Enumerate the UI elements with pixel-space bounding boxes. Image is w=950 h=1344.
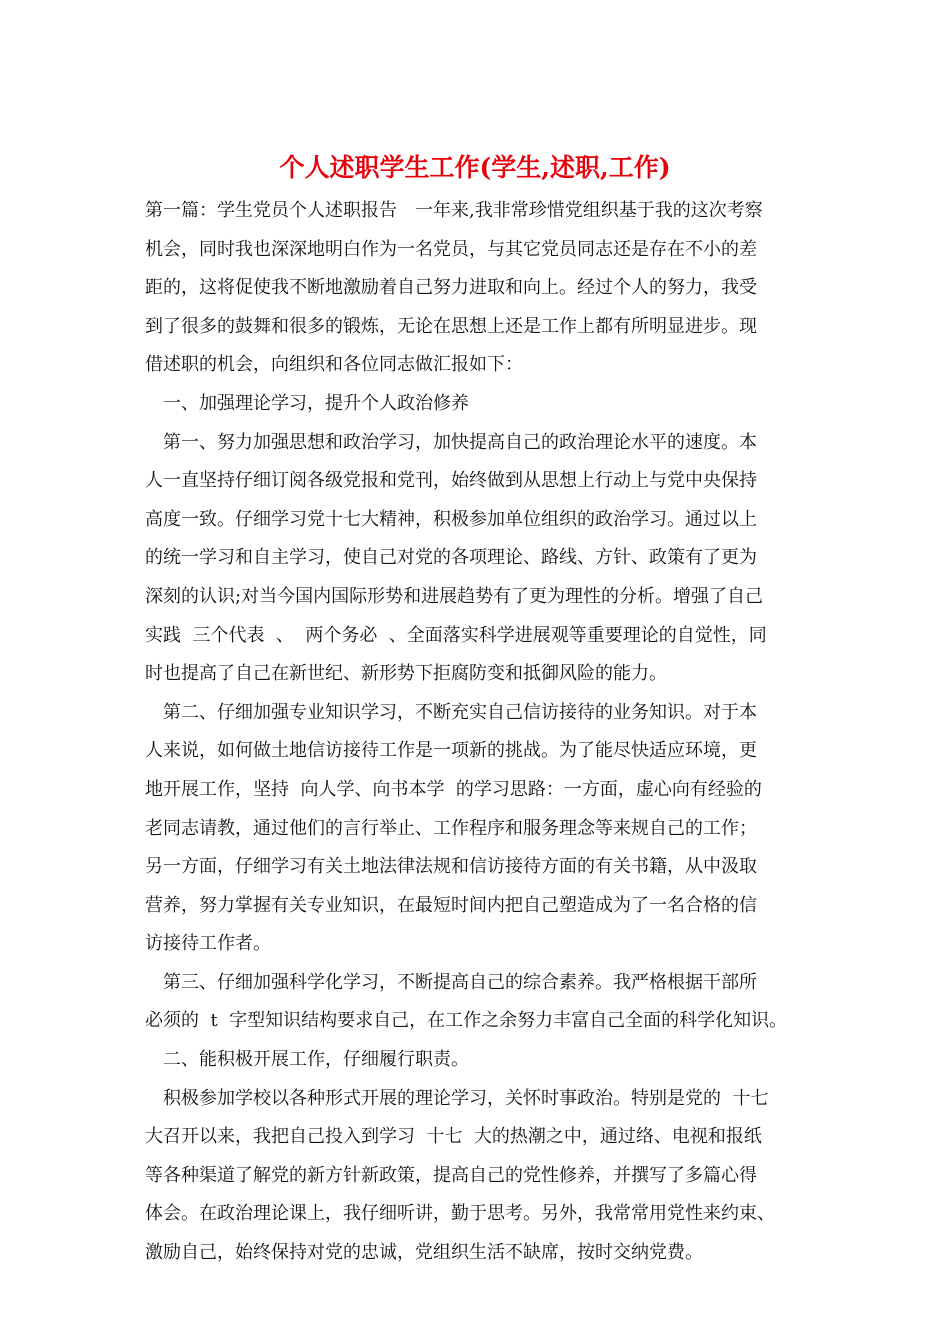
text-line: 人一直坚持仔细订阅各级党报和党刊，始终做到从思想上行动上与党中央保持 (145, 470, 757, 492)
text-line: 第一篇：学生党员个人述职报告 一年来,我非常珍惜党组织基于我的这次考察 (145, 200, 763, 221)
text-line: 人来说，如何做土地信访接待工作是一项新的挑战。为了能尽快适应环境，更 (145, 740, 757, 762)
text-line: 体会。在政治理论课上，我仔细听讲，勤于思考。另外，我常常用党性来约束、 (145, 1203, 775, 1225)
text-line: 第一、努力加强思想和政治学习，加快提高自己的政治理论水平的速度。本 (145, 431, 757, 453)
text-line: 时也提高了自己在新世纪、新形势下拒腐防变和抵御风险的能力。 (145, 663, 667, 685)
text-line: 积极参加学校以各种形式开展的理论学习，关怀时事政治。特别是党的 十七 (145, 1087, 769, 1109)
text-line: 到了很多的鼓舞和很多的锻炼，无论在思想上还是工作上都有所明显进步。现 (145, 315, 757, 337)
text-line: 等各种渠道了解党的新方针新政策，提高自己的党性修养，并撰写了多篇心得 (145, 1164, 757, 1186)
section-heading: 一、加强理论学习，提升个人政治修养 (145, 392, 469, 414)
text-line: 访接待工作者。 (145, 933, 271, 955)
text-line: 的统一学习和自主学习，使自己对党的各项理论、路线、方针、政策有了更为 (145, 547, 757, 569)
text-line: 机会，同时我也深深地明白作为一名党员，与其它党员同志还是存在不小的差 (145, 238, 757, 260)
text-line: 大召开以来，我把自己投入到学习 十七 大的热潮之中，通过络、电视和报纸 (145, 1126, 762, 1148)
text-line: 必须的 t 字型知识结构要求自己，在工作之余努力丰富自己全面的科学化知识。 (145, 1010, 788, 1032)
text-line: 老同志请教，通过他们的言行举止、工作程序和服务理念等来规自己的工作； (145, 817, 757, 839)
text-line: 实践 三个代表 、 两个务必 、全面落实科学进展观等重要理论的自觉性，同 (145, 624, 767, 646)
text-line: 激励自己，始终保持对党的忠诚，党组织生活不缺席，按时交纳党费。 (145, 1242, 703, 1264)
section-heading: 二、能积极开展工作，仔细履行职责。 (145, 1049, 469, 1071)
text-line: 另一方面，仔细学习有关土地法律法规和信访接待方面的有关书籍，从中汲取 (145, 856, 757, 878)
text-line: 第三、仔细加强科学化学习，不断提高自己的综合素养。我严格根据干部所 (145, 971, 757, 993)
document-body (145, 192, 825, 1273)
document-title: 个人述职学生工作(学生,述职,工作) (279, 153, 671, 182)
text-line: 借述职的机会，向组织和各位同志做汇报如下： (145, 354, 523, 376)
text-line: 距的，这将促使我不断地激励着自己努力进取和向上。经过个人的努力，我受 (145, 277, 757, 299)
text-line: 营养，努力掌握有关专业知识，在最短时间内把自己塑造成为了一名合格的信 (145, 894, 757, 916)
text-line: 第二、仔细加强专业知识学习，不断充实自己信访接待的业务知识。对于本 (145, 701, 757, 723)
text-line: 高度一致。仔细学习党十七大精神，积极参加单位组织的政治学习。通过以上 (145, 508, 757, 530)
text-line: 深刻的认识;对当今国内国际形势和进展趋势有了更为理性的分析。增强了自己 (145, 585, 764, 607)
text-line: 地开展工作，坚持 向人学、向书本学 的学习思路：一方面，虚心向有经验的 (145, 778, 762, 800)
